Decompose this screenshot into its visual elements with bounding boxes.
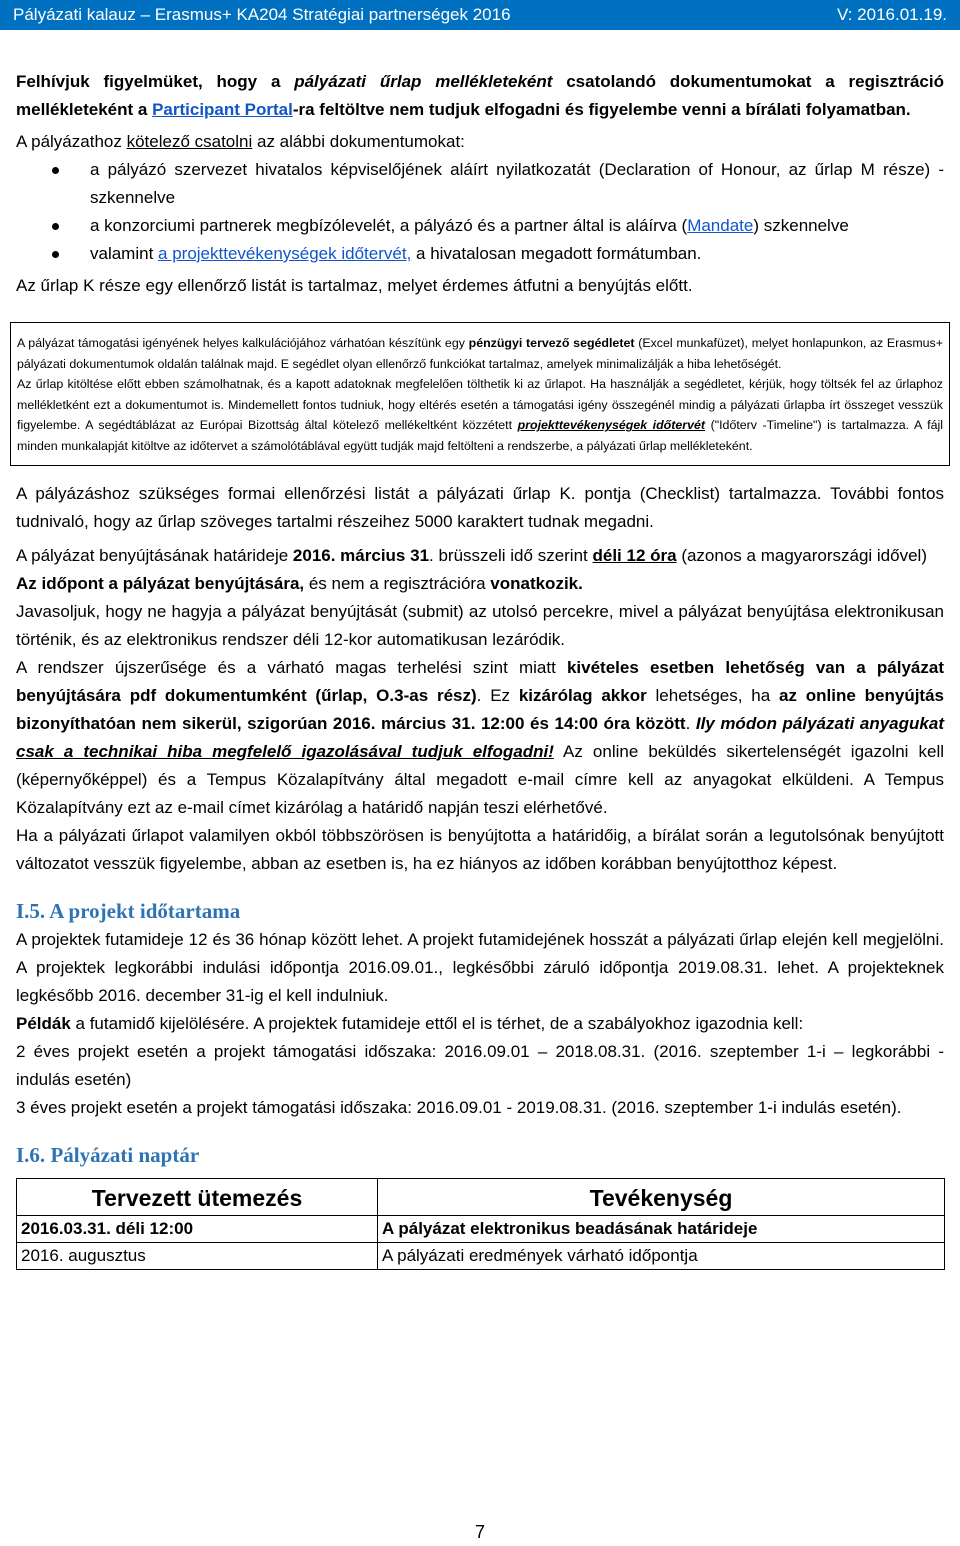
- deadline-text: (azonos a magyarországi idővel): [676, 545, 927, 565]
- exception-bold: kizárólag akkor: [518, 685, 647, 705]
- section-number: I.6.: [16, 1142, 46, 1167]
- box-paragraph-2: [17, 374, 943, 456]
- required-text-1: A pályázathoz: [16, 132, 127, 151]
- box-paragraph-1: [17, 333, 943, 374]
- checklist-note: Az űrlap K része egy ellenőrző listát is tartalmaz, melyet érdemes átfutni a benyújtás előtt.: [16, 276, 693, 295]
- relates-text: és nem a regisztrációra: [304, 573, 491, 593]
- section-heading-calendar: [16, 1140, 944, 1170]
- page-content: [16, 68, 944, 1270]
- participant-portal-link[interactable]: Participant Portal: [152, 100, 293, 119]
- table-row: [17, 1215, 945, 1242]
- table-row: [17, 1242, 945, 1269]
- exception-text: . Ez: [476, 685, 519, 705]
- required-documents-list: [16, 156, 944, 268]
- page-number: 7: [474, 1522, 485, 1542]
- box-text: ("Időterv -Timeline") is tartalmazza. A fájl minden munkalapját kitöltve az időtervet a számolótáblával együtt tudják majd feltölteni a rendszerbe, a pályázati űrlap mellékleteként.: [17, 418, 943, 453]
- list-item-text: valamint: [90, 244, 159, 263]
- box-text: A pályázat támogatási igényének helyes kalkulációjához várhatóan készítünk egy: [17, 336, 469, 350]
- calendar-table: [16, 1178, 945, 1270]
- list-item-text: a hivatalosan megadott formátumban.: [411, 244, 702, 263]
- deadline-text: . brüsszeli idő szerint: [429, 545, 593, 565]
- notice-emphasis: pályázati űrlap mellékleteként: [294, 72, 553, 91]
- exception-bold-italic: Ily módon pályázati anyagukat: [695, 713, 944, 733]
- box-bold-italic: projekttevékenységek időtervét: [517, 418, 706, 433]
- exception-bold: kivételes esetben lehetőség van a pályázat benyújtására pdf dokumentumként (űrlap, O.3-as rész): [16, 657, 945, 705]
- formal-checklist-paragraph: A pályázáshoz szükséges formai ellenőrzési listát a pályázati űrlap K. pontja (Checklist) tartalmazza. További fontos tudnivaló, hogy az űrlap szöveges tartalmi részeihez 5000 karaktert tudnak megadni.: [16, 483, 944, 531]
- required-underline: kötelező csatolni: [126, 132, 253, 151]
- deadline-relates-paragraph: [16, 570, 944, 598]
- notice-text-2: csatolandó dokumentumokat a regisztráció mellékleteként a: [16, 72, 944, 119]
- relates-bold: vonatkozik.: [490, 573, 583, 593]
- required-text-2: az alábbi dokumentumokat:: [252, 132, 465, 151]
- section-title: Pályázati naptár: [50, 1142, 200, 1167]
- examples-text: a futamidő kijelölésére. A projektek futamideje ettől el is térhet, de a szabályokhoz igazodnia kell:: [70, 1013, 804, 1033]
- page-header: [0, 0, 960, 30]
- list-item: [16, 212, 944, 240]
- section-title: A projekt időtartama: [49, 898, 241, 923]
- multiple-submission-paragraph: Ha a pályázati űrlapot valamilyen okból többszörösen is benyújtotta a határidőig, a bírálat során a legutolsónak benyújtott változatot vesszük figyelembe, abban az esetben is, ha ez hiányos az időben korábban benyújtotthoz képest.: [16, 825, 944, 873]
- table-cell: A pályázati eredmények várható időpontja: [378, 1242, 945, 1269]
- examples-bold: Példák: [16, 1013, 71, 1033]
- header-title: Pályázati kalauz – Erasmus+ KA204 Stratégiai partnerségek 2016: [13, 5, 511, 24]
- notice-text-1: Felhívjuk figyelmüket, hogy a: [16, 72, 295, 91]
- deadline-text: A pályázat benyújtásának határideje: [16, 545, 293, 565]
- exception-text: Az online beküldés sikertelenségét igazolni kell (képernyőképpel) és a Tempus Közalapítvány által megadott e-mail címre kell az anyagokat elküldeni. A Tempus Közalapítvány ezt az e-mail címet kizárólag a határidő napján teszi elérhetővé.: [16, 741, 945, 817]
- exception-text: lehetséges, ha: [646, 685, 780, 705]
- section-heading-duration: [16, 896, 944, 926]
- notice-paragraph: [16, 68, 944, 124]
- duration-paragraph: A projektek futamideje 12 és 36 hónap között lehet. A projekt futamidejének hosszát a pályázati űrlap elején kell megjelölni. A projektek legkorábbi indulási időpontja 2016.09.01., legkésőbbi záruló időpontja 2019.08.31. lehet. A projekteknek legkésőbb 2016. december 31-ig el kell indulniuk.: [16, 929, 944, 1005]
- list-item-text: a pályázó szervezet hivatalos képviselőjének aláírt nyilatkozatát (Declaration of Honour, az űrlap M része) - szkennelve: [90, 160, 944, 207]
- deadline-paragraph: [16, 542, 944, 570]
- advice-paragraph: Javasoljuk, hogy ne hagyja a pályázat benyújtását (submit) az utolsó percekre, mivel a pályázat benyújtása elektronikusan történik, és az elektronikus rendszer déli 12-kor automatikusan lezáródik.: [16, 601, 944, 649]
- deadline-time: déli 12 óra: [592, 545, 677, 565]
- mandate-link[interactable]: Mandate: [687, 216, 754, 235]
- example-2-year: 2 éves projekt esetén a projekt támogatási időszaka: 2016.09.01 – 2018.08.31. (2016. szeptember 1-i – legkorábbi - indulás esetén): [16, 1041, 944, 1089]
- example-3-year: 3 éves projekt esetén a projekt támogatási időszaka: 2016.09.01 - 2019.08.31. (2016. szeptember 1-i indulás esetén).: [16, 1097, 902, 1117]
- exception-text: A rendszer újszerűsége és a várható magas terhelési szint miatt: [16, 657, 567, 677]
- notice-text-3: -ra feltöltve nem tudjuk elfogadni és figyelembe venni a bírálati folyamatban.: [292, 100, 911, 119]
- list-item-text: ) szkennelve: [753, 216, 849, 235]
- list-item: [16, 240, 944, 268]
- timeline-link[interactable]: a projekttevékenységek időtervét,: [158, 244, 412, 263]
- table-header-cell: Tevékenység: [378, 1178, 945, 1215]
- header-version: V: 2016.01.19.: [837, 5, 947, 24]
- table-cell: 2016. augusztus: [17, 1242, 378, 1269]
- required-intro: [16, 128, 944, 156]
- list-item: [16, 156, 944, 212]
- exception-paragraph: [16, 654, 944, 822]
- exception-bold: az online benyújtás bizonyíthatóan nem sikerül, szigorúan 2016. március 31. 12:00 és 14:00 óra között: [16, 685, 945, 733]
- finance-tool-box: [10, 322, 950, 466]
- list-item-text: a konzorciumi partnerek megbízólevelét, a pályázó és a partner által is aláírva (: [90, 216, 688, 235]
- table-header-row: [17, 1178, 945, 1215]
- table-cell: 2016.03.31. déli 12:00: [17, 1215, 378, 1242]
- examples-paragraph: [16, 1010, 944, 1038]
- deadline-date: 2016. március 31: [292, 545, 430, 565]
- box-text: (Excel munkafüzet), melyet honlapunkon, az Erasmus+ pályázati dokumentumok oldalán találnak majd. E segédlet olyan ellenőrző funkciókat tartalmaz, amelyek minimalizálják a hiba lehetőségét.: [17, 336, 943, 371]
- box-bold: pénzügyi tervező segédletet: [468, 336, 635, 350]
- section-number: I.5.: [16, 898, 46, 923]
- table-cell: A pályázat elektronikus beadásának határideje: [378, 1215, 945, 1242]
- table-header-cell: Tervezett ütemezés: [17, 1178, 378, 1215]
- relates-bold: Az időpont a pályázat benyújtására,: [16, 573, 305, 593]
- box-text: Az űrlap kitöltése előtt ebben számolhatnak, és a kapott adatoknak megfelelően tölthetik ki az űrlapot. Ha használják a segédletet, kérjük, hogy töltsék fel az űrlaphoz mellékletként ezt a dokumentumot is. Mindemellett fontos tudniuk, hogy eltérés esetén a támogatási igény összegénél mindig a pályázati űrlapba írt összeget vesszük figyelembe. A segédtáblázat az Európai Bizottság által kötelező mellékeltként közzétett: [17, 377, 943, 433]
- exception-text: .: [685, 713, 696, 733]
- exception-bold-italic-underline: csak a technikai hiba megfelelő igazolásával tudjuk elfogadni!: [16, 741, 554, 761]
